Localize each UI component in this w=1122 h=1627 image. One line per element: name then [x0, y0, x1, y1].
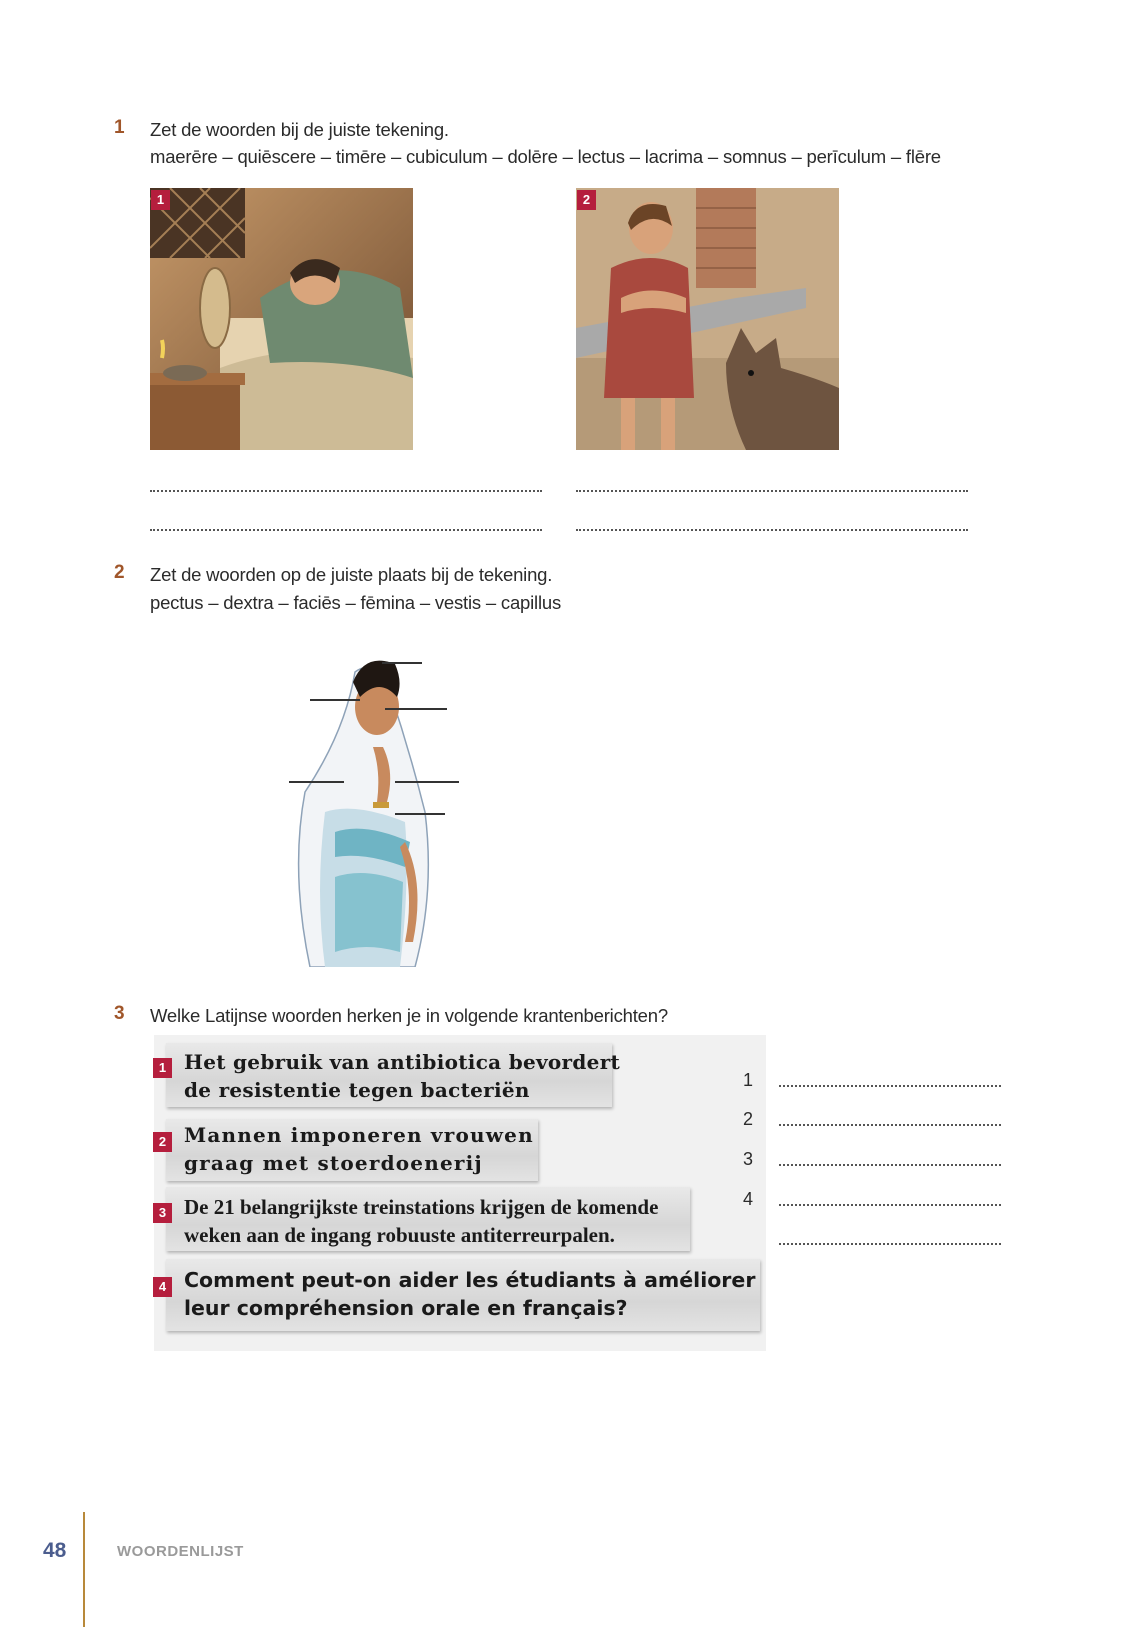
exercise-3-instruction: Welke Latijnse woorden herken je in volgende krantenberichten? [150, 1005, 668, 1026]
answer-number-2: 2 [743, 1109, 754, 1129]
headline-2 [184, 1121, 534, 1177]
footer-section-title: WOORDENLIJST [117, 1543, 244, 1560]
answer-line-2a[interactable] [576, 490, 968, 492]
headline-1-line1: Het gebruik van antibiotica bevordert [184, 1050, 621, 1074]
label-line-femina [289, 781, 344, 783]
headline-badge-3: 3 [153, 1203, 172, 1223]
answer-line-3-1[interactable] [779, 1085, 1001, 1087]
label-line-dextra [395, 813, 445, 815]
headline-3-line2: weken aan de ingang robuuste antiterreurpalen. [184, 1223, 615, 1247]
answer-number-4: 4 [743, 1189, 754, 1209]
headline-4-line2: leur compréhension orale en français? [184, 1296, 628, 1320]
label-line-facies [385, 708, 447, 710]
exercise-2-instruction: Zet de woorden op de juiste plaats bij de tekening. [150, 564, 553, 585]
headline-4 [184, 1266, 755, 1322]
footer-rule [83, 1512, 85, 1627]
answer-number-3: 3 [743, 1149, 754, 1169]
exercise-2-number: 2 [114, 562, 125, 583]
label-line-vestis [310, 699, 360, 701]
answer-line-3-2[interactable] [779, 1124, 1001, 1126]
headline-3-line1: De 21 belangrijkste treinstations krijgen de komende [184, 1195, 659, 1219]
exercise-2-wordlist: pectus – dextra – faciēs – fēmina – vestis – capillus [150, 592, 562, 613]
illustration-sleeping-boy [150, 188, 413, 450]
answer-line-1b[interactable] [150, 529, 542, 531]
answer-line-1a[interactable] [150, 490, 542, 492]
label-line-pectus [395, 781, 459, 783]
answer-line-3-5[interactable] [779, 1243, 1001, 1245]
headline-badge-1: 1 [153, 1058, 172, 1078]
headline-1 [184, 1048, 620, 1104]
headline-1-line2: de resistentie tegen bacteriën [184, 1078, 530, 1102]
headline-2-line1: Mannen imponeren vrouwen [184, 1123, 534, 1147]
illustration-woman-labels [285, 652, 475, 967]
answer-line-2b[interactable] [576, 529, 968, 531]
label-line-capillus [382, 662, 422, 664]
illustration-crying-boy-dog [576, 188, 839, 450]
headline-2-line2: graag met stoerdoenerij [184, 1151, 483, 1175]
answer-line-3-3[interactable] [779, 1164, 1001, 1166]
exercise-1-number: 1 [114, 117, 125, 138]
exercise-1-instruction: Zet de woorden bij de juiste tekening. [150, 119, 449, 140]
headline-badge-4: 4 [153, 1277, 172, 1297]
exercise-3-number: 3 [114, 1003, 125, 1024]
headline-4-line1: Comment peut-on aider les étudiants à améliorer [184, 1268, 756, 1292]
answer-number-1: 1 [743, 1070, 754, 1090]
exercise-1-wordlist: maerēre – quiēscere – timēre – cubiculum – dolēre – lectus – lacrima – somnus – perīculum – flēre [150, 146, 941, 167]
headline-3 [184, 1193, 658, 1249]
footer-page-number: 48 [43, 1539, 67, 1562]
image-badge-1: 1 [151, 190, 170, 210]
headline-badge-2: 2 [153, 1132, 172, 1152]
image-badge-2: 2 [577, 190, 596, 210]
answer-line-3-4[interactable] [779, 1204, 1001, 1206]
